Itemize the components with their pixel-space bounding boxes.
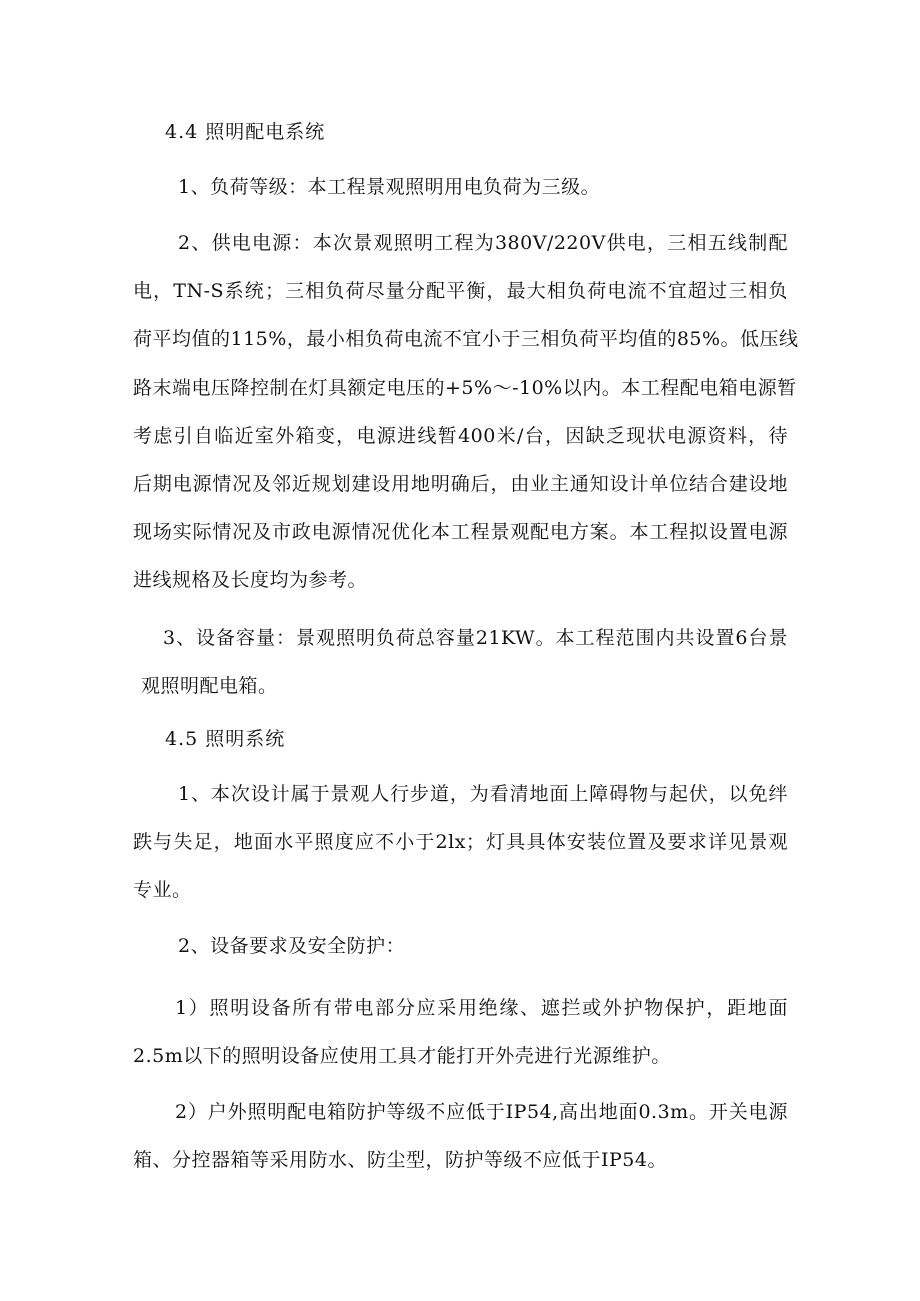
paragraph-illuminance-line: 跌与失足，地面水平照度应不小于2lx；灯具具体安装位置及要求详见景观 [133,831,788,853]
paragraph-insulation-line: 1）照明设备所有带电部分应采用绝缘、遮拦或外护物保护，距地面 [175,997,788,1019]
paragraph-equipment-capacity-line: 观照明配电箱。 [141,675,278,697]
paragraph-equipment-capacity-line: 3、设备容量：景观照明负荷总容量21KW。本工程范围内共设置6台景 [163,627,788,649]
paragraph-illuminance-line: 专业。 [133,879,192,901]
paragraph-illuminance-line: 1、本次设计属于景观人行步道，为看清地面上障碍物与起伏，以免绊 [178,783,788,805]
paragraph-power-supply-line: 进线规格及长度均为参考。 [133,569,368,591]
section-heading-4-5: 4.5 照明系统 [165,728,286,750]
paragraph-power-supply-line: 现场实际情况及市政电源情况优化本工程景观配电方案。本工程拟设置电源 [133,521,788,543]
paragraph-safety-heading: 2、设备要求及安全防护： [178,935,406,957]
paragraph-load-level: 1、负荷等级：本工程景观照明用电负荷为三级。 [178,176,601,198]
section-heading-4-4: 4.4 照明配电系统 [165,121,326,143]
paragraph-power-supply-line: 后期电源情况及邻近规划建设用地明确后，由业主通知设计单位结合建设地 [133,473,788,495]
paragraph-protection-level-line: 2）户外照明配电箱防护等级不应低于IP54,高出地面0.3m。开关电源 [175,1101,788,1123]
paragraph-power-supply-line: 考虑引自临近室外箱变，电源进线暂400米/台，因缺乏现状电源资料，待 [133,425,788,447]
paragraph-power-supply-line: 荷平均值的115%，最小相负荷电流不宜小于三相负荷平均值的85%。低压线 [133,328,799,350]
paragraph-insulation-line: 2.5m以下的照明设备应使用工具才能打开外壳进行光源维护。 [133,1045,671,1067]
paragraph-protection-level-line: 箱、分控器箱等采用防水、防尘型，防护等级不应低于IP54。 [133,1149,667,1171]
paragraph-power-supply-line: 路末端电压降控制在灯具额定电压的+5%～-10%以内。本工程配电箱电源暂 [133,377,797,399]
paragraph-power-supply-line: 电，TN-S系统；三相负荷尽量分配平衡，最大相负荷电流不宜超过三相负 [133,280,788,302]
paragraph-power-supply-line: 2、供电电源：本次景观照明工程为380V/220V供电，三相五线制配 [178,232,788,254]
